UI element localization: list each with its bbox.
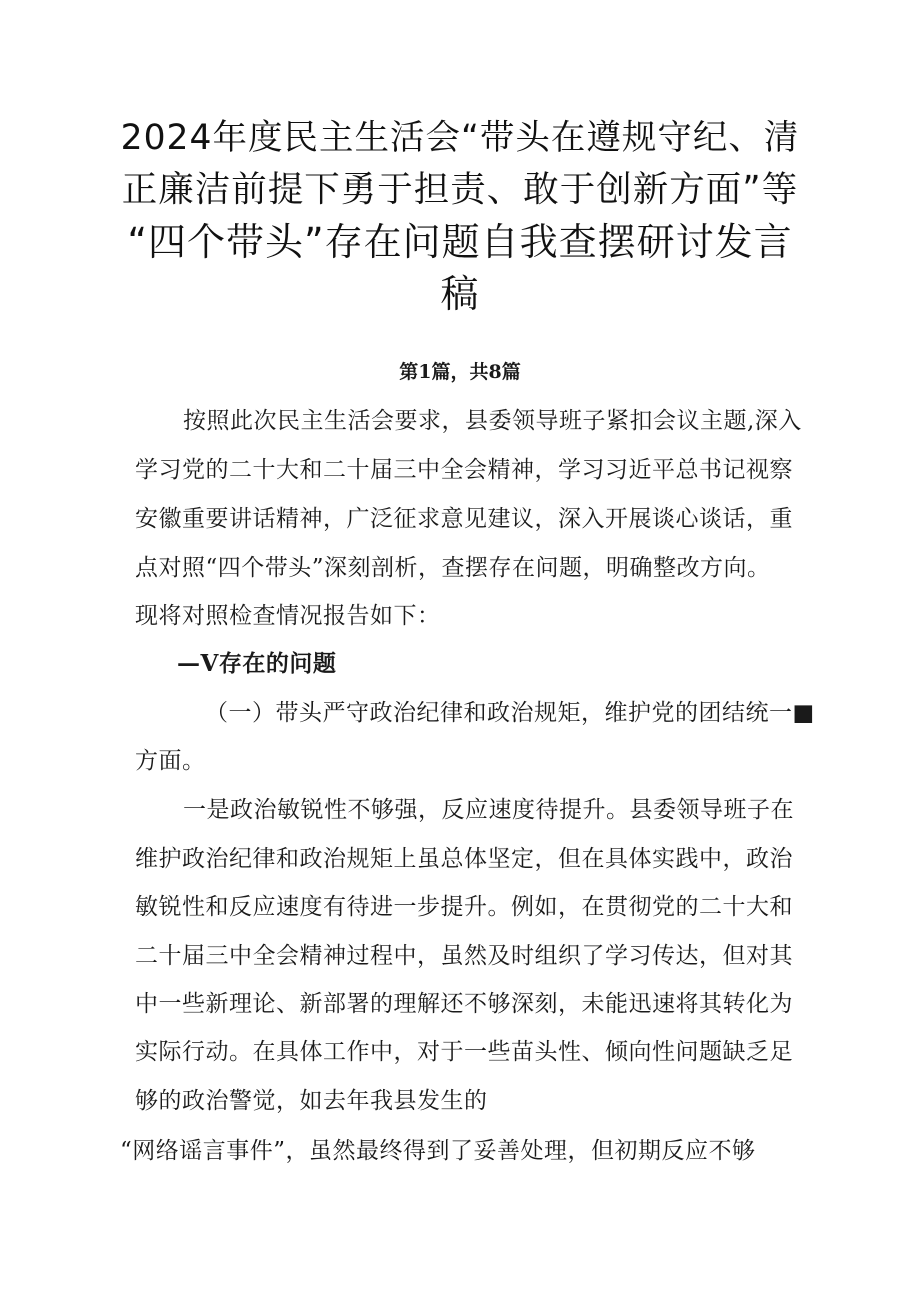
- body-line: 二十届三中全会精神过程中，虽然及时组织了学习传达，但对其: [135, 943, 793, 969]
- body-line: 安徽重要讲话精神，广泛征求意见建议，深入开展谈心谈话，重: [135, 506, 793, 532]
- body-line: 中一些新理论、新部署的理解还不够深刻，未能迅速将其转化为: [135, 991, 793, 1017]
- title-line-4: 稿: [440, 272, 480, 316]
- section-heading: —V存在的问题: [177, 650, 337, 677]
- title-line-3: “四个带头”存在问题自我查摆研讨发言: [127, 220, 793, 264]
- document-title: [120, 112, 800, 320]
- body-line: 学习党的二十大和二十届三中全会精神，学习习近平总书记视察: [135, 457, 793, 483]
- body-line: 一是政治敏锐性不够强，反应速度待提升。县委领导班子在: [183, 797, 794, 823]
- body-line: 维护政治纪律和政治规矩上虽总体坚定，但在具体实践中，政治: [135, 846, 793, 872]
- body-line: 方面。: [135, 748, 206, 774]
- body-line: 现将对照检查情况报告如下：: [135, 603, 441, 629]
- body-line: 实际行动。在具体工作中，对于一些苗头性、倾向性问题缺乏足: [135, 1039, 793, 1065]
- subsection-heading: （一）带头严守政治纪律和政治规矩，维护党的团结统一■: [205, 700, 815, 726]
- body-line: 点对照“四个带头”深刻剖析，查摆存在问题，明确整改方向。: [135, 555, 771, 581]
- document-subtitle: 第1篇，共8篇: [399, 361, 521, 383]
- body-line: 按照此次民主生活会要求，县委领导班子紧扣会议主题,深入: [183, 408, 802, 434]
- body-line: 够的政治警觉，如去年我县发生的: [135, 1088, 488, 1114]
- body-line: 敏锐性和反应速度有待进一步提升。例如，在贯彻党的二十大和: [135, 894, 793, 920]
- title-line-2: 正廉洁前提下勇于担责、敢于创新方面”等: [121, 169, 799, 210]
- body-line: “网络谣言事件”，虽然最终得到了妥善处理，但初期反应不够: [120, 1138, 756, 1164]
- title-line-1: 2024年度民主生活会“带头在遵规守纪、清: [120, 118, 800, 158]
